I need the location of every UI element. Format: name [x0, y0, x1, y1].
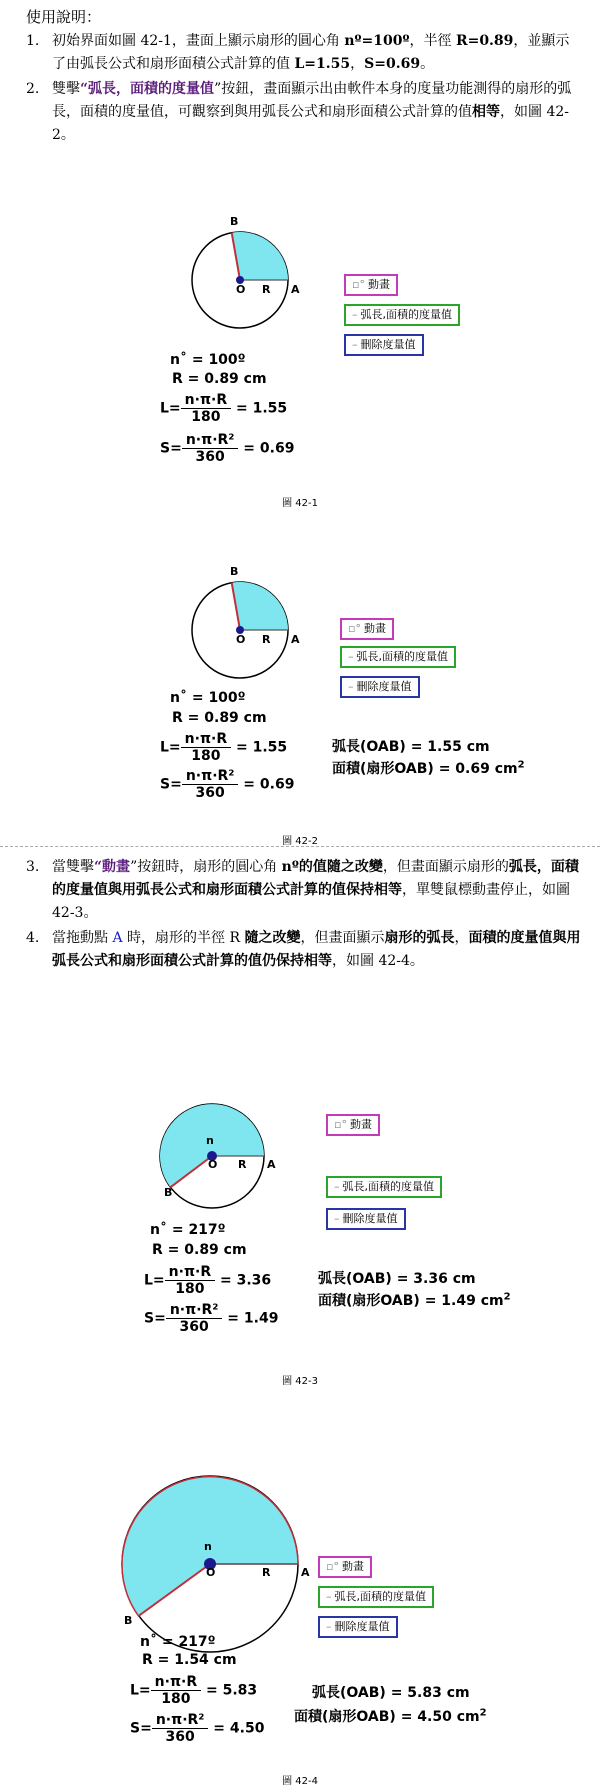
measured-arc-length: 弧長(OAB) = 3.36 cm	[318, 1271, 476, 1287]
radius-value: R = 0.89 cm	[172, 710, 267, 726]
measure-button[interactable]: – 弧長,面積的度量值	[326, 1176, 442, 1198]
animate-button[interactable]: ▫° 動畫	[340, 618, 394, 640]
instruction-item-1: 1. 初始界面如圖 42-1，畫面上顯示扇形的圓心角 nº=100º，半徑 R=0.89，並顯示了由弧長公式和扇形面積公式計算的值 L=1.55，S=0.69。	[26, 33, 570, 72]
instructions-heading: 使用說明：	[26, 8, 102, 26]
area-formula: S= $\frac{\text{n·π·R²}}{360}$ = 0.69	[160, 768, 295, 801]
angle-value: n˚ = 217º	[150, 1222, 226, 1238]
instruction-item-4: 4. 當拖動點 A 時，扇形的半徑 R 隨之改變，但畫面顯示扇形的弧長，面積的度量值與用弧長公式和扇形面積公式計算的值仍保持相等，如圖 42-4。	[26, 930, 581, 969]
figure-42-2-diagram: B O R A	[150, 560, 450, 700]
measured-area: 面積(扇形OAB) = 0.69 $cm^2$	[332, 759, 525, 777]
figure-42-4-diagram: n B O R A	[110, 1440, 430, 1650]
instruction-item-3: 3. 當雙擊“動畫”按鈕時，扇形的圓心角 nº的值隨之改變，但畫面顯示扇形的弧長，面積的度量值與用弧長公式和扇形面積公式計算的值保持相等，單雙鼠標動畫停止，如圖 42-3。	[26, 859, 579, 921]
instruction-item-2: 2. 雙擊“弧長，面積的度量值”按鈕，畫面顯示出由軟件本身的度量功能測得的扇形的弧長，面積的度量值，可觀察到與用弧長公式和扇形面積公式計算的值相等，如圖 42-2。	[26, 81, 572, 143]
radius-value: R = 0.89 cm	[172, 371, 267, 387]
section-divider	[0, 846, 600, 847]
figure-42-3-diagram: n B O R A	[150, 1100, 450, 1240]
radius-value: R = 0.89 cm	[152, 1242, 247, 1258]
arc-length-formula: L= $\frac{n\cdot\pi\cdot R}{180}$ = 1.55	[160, 731, 288, 764]
measure-button[interactable]: – 弧長,面積的度量值	[318, 1586, 434, 1608]
figure-caption: 圖 42-1	[282, 498, 318, 509]
angle-value: n˚ = 217º	[140, 1634, 216, 1650]
area-formula: S= $\frac{\text{n·π·R²}}{360}$ = 0.69	[160, 432, 295, 465]
figure-caption: 圖 42-2	[282, 836, 318, 847]
area-formula: S= $\frac{\text{n·π·R²}}{360}$ = 1.49	[144, 1302, 279, 1335]
arc-length-formula: L= $\frac{n\cdot\pi\cdot R}{180}$ = 1.55	[160, 392, 288, 425]
figure-caption: 圖 42-4	[282, 1776, 318, 1787]
measure-button[interactable]: – 弧長,面積的度量值	[340, 646, 456, 668]
arc-length-formula: L= $\frac{n\cdot\pi\cdot R}{180}$ = 3.36	[144, 1264, 272, 1297]
measured-arc-length: 弧長(OAB) = 1.55 cm	[332, 739, 490, 755]
delete-measure-button[interactable]: – 刪除度量值	[318, 1616, 398, 1638]
delete-measure-button[interactable]: – 刪除度量值	[344, 334, 424, 356]
animate-button[interactable]: ▫° 動畫	[344, 274, 398, 296]
arc-length-formula: L= $\frac{n\cdot\pi\cdot R}{180}$ = 5.83	[130, 1674, 258, 1707]
measure-button[interactable]: – 弧長,面積的度量值	[344, 304, 460, 326]
measured-area: 面積(扇形OAB) = 4.50 $cm^2$	[294, 1707, 487, 1725]
figure-caption: 圖 42-3	[282, 1376, 318, 1387]
angle-value: n˚ = 100º	[170, 352, 246, 368]
radius-value: R = 1.54 cm	[142, 1652, 237, 1668]
measured-arc-length: 弧長(OAB) = 5.83 cm	[312, 1685, 470, 1701]
measured-area: 面積(扇形OAB) = 1.49 $cm^2$	[318, 1291, 511, 1309]
animate-button[interactable]: ▫° 動畫	[318, 1556, 372, 1578]
animate-button[interactable]: ▫° 動畫	[326, 1114, 380, 1136]
instructions-list-top	[26, 30, 582, 147]
delete-measure-button[interactable]: – 刪除度量值	[326, 1208, 406, 1230]
delete-measure-button[interactable]: – 刪除度量值	[340, 676, 420, 698]
instructions-list-bottom	[26, 856, 582, 973]
area-formula: S= $\frac{\text{n·π·R²}}{360}$ = 4.50	[130, 1712, 265, 1745]
angle-value: n˚ = 100º	[170, 690, 246, 706]
figure-42-1-diagram: B O R A	[150, 210, 450, 350]
